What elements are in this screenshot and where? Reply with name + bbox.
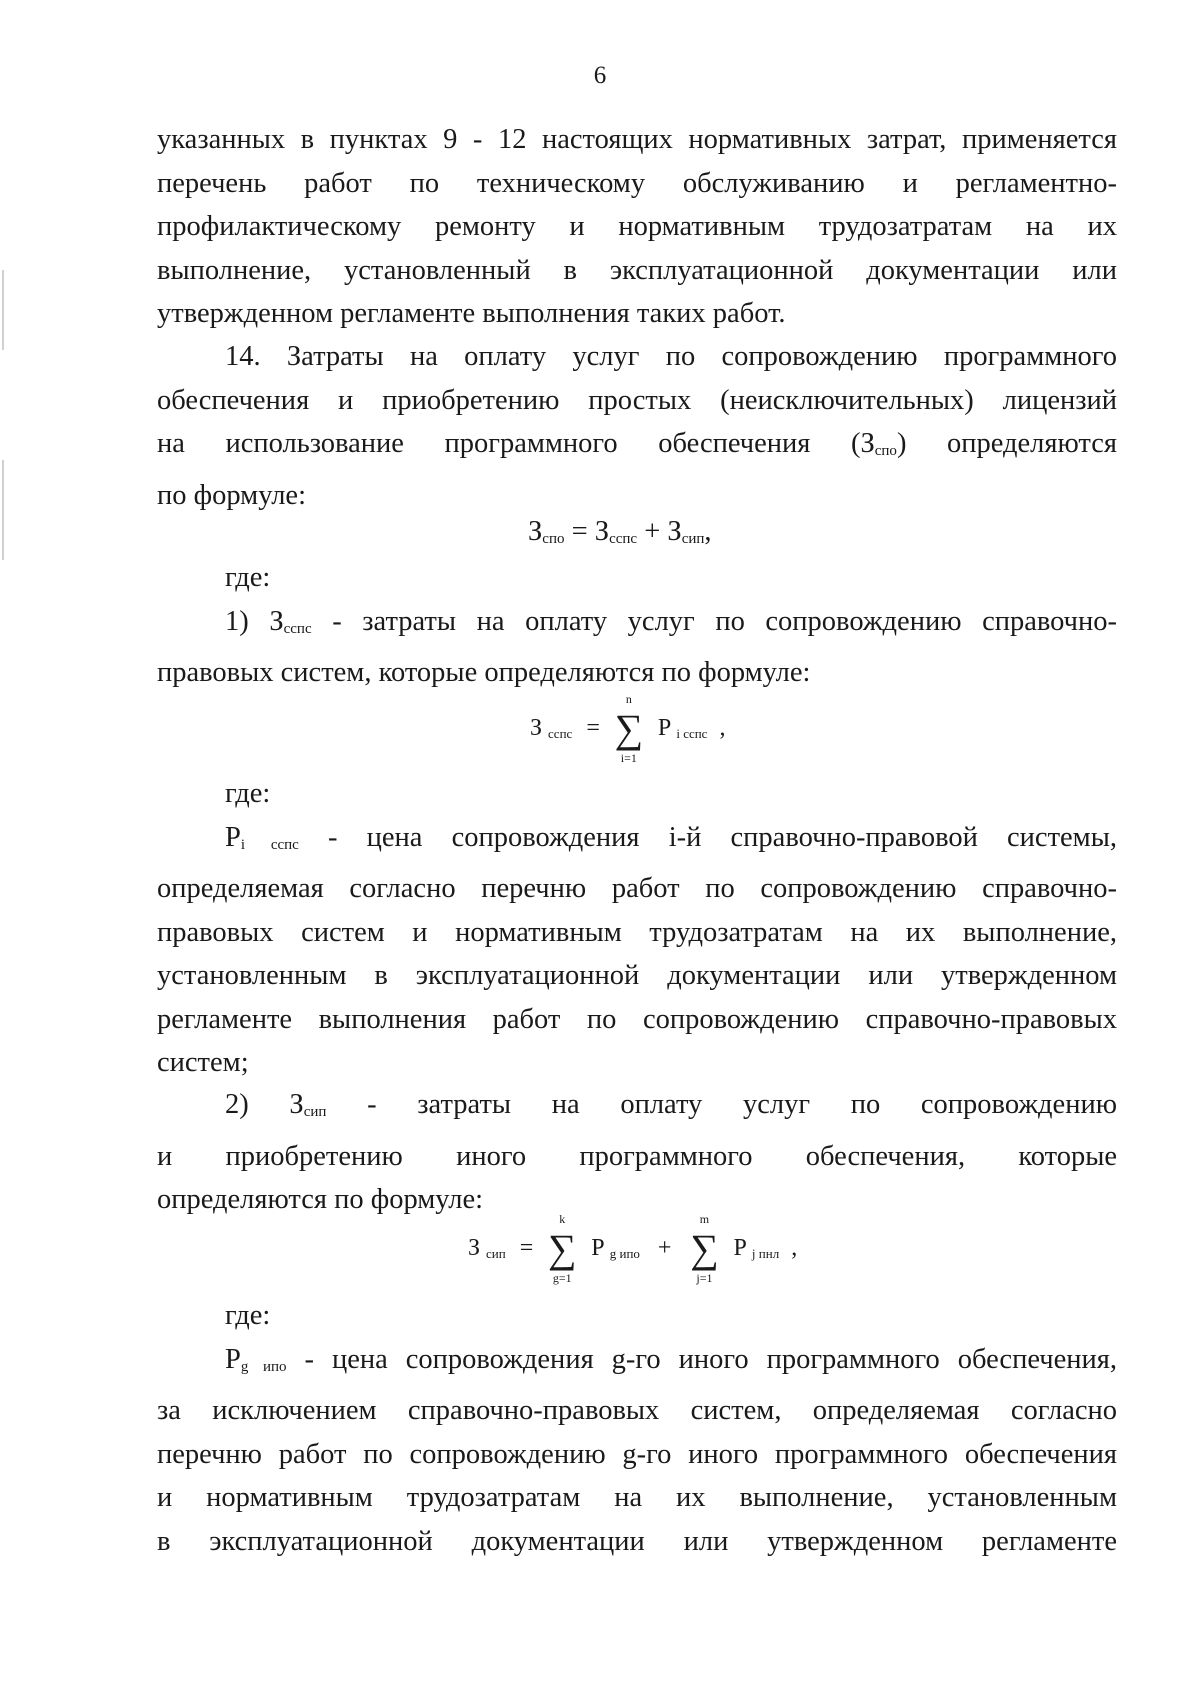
item-1-block (157, 556, 1117, 695)
text-line: выполнение, установленный в эксплуатационной документации или (157, 254, 1117, 286)
scan-edge-mark (2, 270, 4, 350)
text-line: определяемая согласно перечню работ по сопровождению справочно- (157, 873, 1117, 904)
text-line: в эксплуатационной документации или утвержденном регламенте (157, 1525, 1117, 1557)
item-2-block (157, 1083, 1117, 1222)
text-line: регламенте выполнения работ по сопровождению справочно-правовых (157, 1003, 1117, 1035)
formula-zsip: З сип = k ∑ g=1 P g ипо + m ∑ j=1 P j пнл , (468, 1212, 798, 1286)
text-line: профилактическому ремонту и нормативным трудозатратам на их (157, 211, 1117, 242)
definition-1-block (157, 772, 1117, 1085)
text-line: 2) $З_{сип}$ - затраты на оплату услуг по сопровождению (225, 1089, 1117, 1120)
text-line: $P_{g ипо}$ - цена сопровождения g-го иного программного обеспечения, (225, 1343, 1117, 1375)
text-line: установленным в эксплуатационной документации или утвержденном (157, 960, 1117, 991)
scan-edge-mark (2, 460, 4, 560)
page-number: 6 (593, 62, 607, 89)
paragraph-14 (157, 335, 1117, 517)
text-line: систем; (157, 1047, 249, 1078)
where-label: где: (225, 1300, 271, 1331)
where-label: где: (225, 562, 271, 593)
text-line: утвержденном регламенте выполнения таких работ. (157, 298, 786, 329)
text-line: и нормативным трудозатратам на их выполнение, установленным (157, 1482, 1117, 1513)
text-line: определяются по формуле: (157, 1184, 484, 1215)
text-line: обеспечения и приобретению простых (неисключительных) лицензий (157, 384, 1117, 416)
text-line: 14. Затраты на оплату услуг по сопровождению программного (225, 341, 1117, 372)
text-line: указанных в пунктах 9 - 12 настоящих нормативных затрат, применяется (157, 124, 1117, 155)
text-line: 1) $З_{сспс}$ - затраты на оплату услуг по сопровождению справочно- (225, 605, 1117, 637)
text-line: правовых систем, которые определяются по формуле: (157, 657, 811, 688)
sum-symbol: n ∑ i=1 (614, 692, 644, 766)
text-line: перечню работ по сопровождению g-го иного программного обеспечения (157, 1438, 1117, 1470)
formula-zsspc: З сспс = n ∑ i=1 P i сспс , (530, 692, 726, 766)
text-line: и приобретению иного программного обеспечения, которые (157, 1140, 1117, 1172)
text-line: правовых систем и нормативным трудозатратам на их выполнение, (157, 916, 1117, 948)
text-line: на использование программного обеспечения $(З_{спо})$ определяются (157, 428, 1117, 459)
sum-symbol: k ∑ g=1 (548, 1212, 577, 1286)
text-line: по формуле: (157, 479, 306, 511)
text-line: $P_{i сспс}$ - цена сопровождения i-й справочно-правовой системы, (225, 821, 1117, 853)
formula-zspo: $З_{спо} = З_{сспс} + З_{сип}$, (528, 516, 712, 547)
definition-2-block (157, 1294, 1117, 1563)
sum-symbol: m ∑ j=1 (690, 1212, 719, 1286)
text-line: перечень работ по техническому обслуживанию и регламентно- (157, 167, 1117, 199)
where-label: где: (225, 778, 271, 809)
paragraph-continuation (157, 118, 1117, 336)
text-line: за исключением справочно-правовых систем, определяемая согласно (157, 1395, 1117, 1426)
